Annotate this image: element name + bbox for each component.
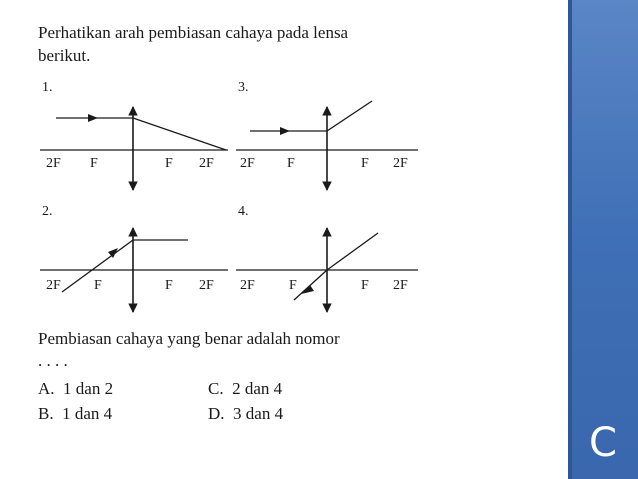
diagram-4 bbox=[236, 228, 418, 312]
question-line-2: berikut. bbox=[38, 46, 91, 65]
label-2f-left: 2F bbox=[240, 156, 255, 171]
diagram-2-number: 2. bbox=[42, 204, 53, 219]
label-2f-left: 2F bbox=[240, 278, 255, 293]
option-letter: B. bbox=[38, 404, 54, 423]
diagram-2 bbox=[40, 228, 228, 312]
ray-arrow bbox=[280, 127, 290, 135]
option-c[interactable] bbox=[208, 379, 282, 399]
answer-sidebar bbox=[568, 0, 638, 479]
option-a[interactable] bbox=[38, 379, 113, 399]
ray-arrow bbox=[301, 285, 314, 294]
option-text: 2 dan 4 bbox=[232, 379, 283, 398]
label-2f-right: 2F bbox=[199, 156, 214, 171]
label-f-left: F bbox=[90, 156, 98, 171]
label-2f-right: 2F bbox=[199, 278, 214, 293]
refracted-ray bbox=[327, 101, 372, 131]
prompt-line-1: Pembiasan cahaya yang benar adalah nomor bbox=[38, 329, 340, 348]
option-letter: C. bbox=[208, 379, 224, 398]
refracted-ray bbox=[133, 118, 226, 150]
label-f-left: F bbox=[289, 278, 297, 293]
diagram-1-number: 1. bbox=[42, 80, 53, 95]
diagram-1 bbox=[40, 107, 228, 190]
label-f-right: F bbox=[361, 278, 369, 293]
option-text: 1 dan 4 bbox=[62, 404, 113, 423]
diagram-3-number: 3. bbox=[238, 80, 249, 95]
diagram-4-number: 4. bbox=[238, 204, 249, 219]
label-2f-right: 2F bbox=[393, 278, 408, 293]
diagram-3 bbox=[236, 101, 418, 190]
label-f-left: F bbox=[287, 156, 295, 171]
option-text: 3 dan 4 bbox=[233, 404, 284, 423]
option-d[interactable] bbox=[208, 404, 283, 424]
label-2f-left: 2F bbox=[46, 156, 61, 171]
refracted-ray bbox=[327, 233, 378, 270]
label-f-right: F bbox=[165, 278, 173, 293]
label-f-left: F bbox=[94, 278, 102, 293]
ray-arrow bbox=[88, 114, 98, 122]
option-text: 1 dan 2 bbox=[63, 379, 114, 398]
option-letter: A. bbox=[38, 379, 55, 398]
option-letter: D. bbox=[208, 404, 225, 423]
label-f-right: F bbox=[361, 156, 369, 171]
label-2f-right: 2F bbox=[393, 156, 408, 171]
answer-letter: C bbox=[589, 420, 617, 466]
prompt-line-2: . . . . bbox=[38, 351, 68, 370]
question-line-1: Perhatikan arah pembiasan cahaya pada lensa bbox=[38, 23, 349, 42]
label-f-right: F bbox=[165, 156, 173, 171]
option-b[interactable] bbox=[38, 404, 112, 424]
incident-ray bbox=[294, 270, 327, 300]
label-2f-left: 2F bbox=[46, 278, 61, 293]
